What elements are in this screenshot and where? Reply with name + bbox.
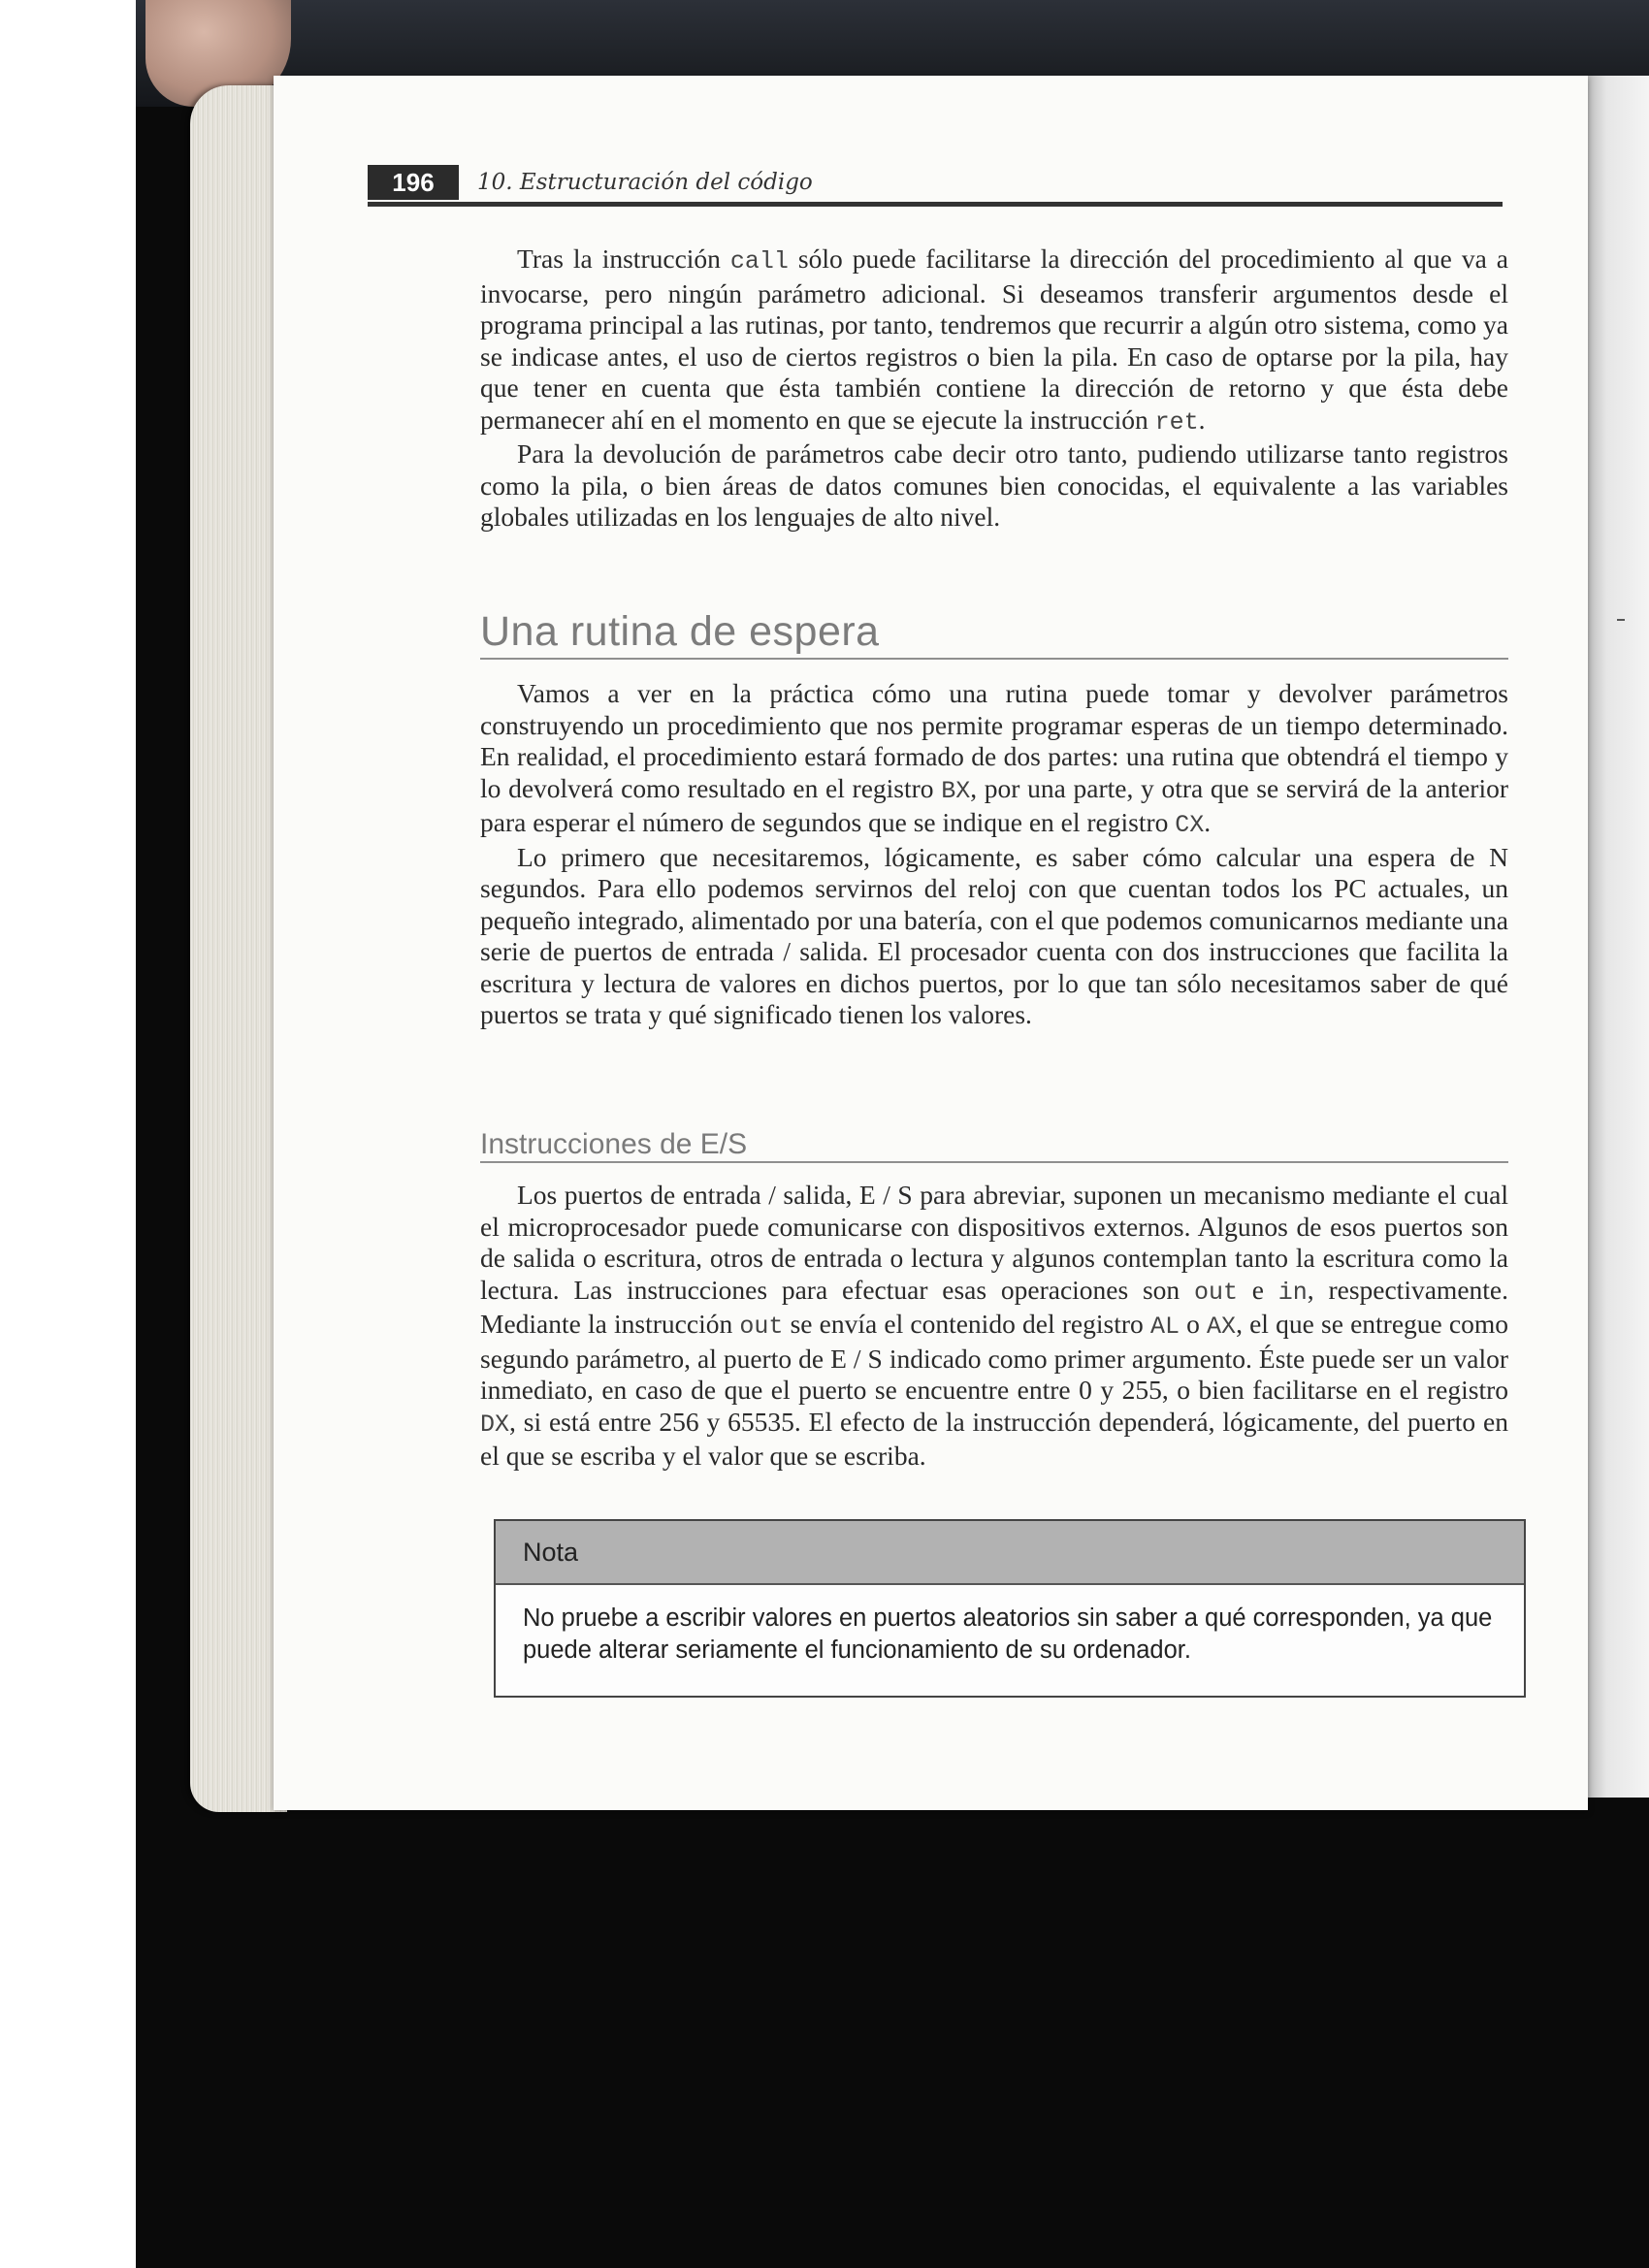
note-box xyxy=(494,1519,1526,1698)
text-run: sólo puede facilitarse la dirección del procedimiento al que va a invocarse, pero ningún parámetro adicional. Si deseamos transferir argumentos desde el programa principal a las rutinas, por tanto, tendremos que recurrir a algún otro sistema, como ya se indicase antes, el uso de ciertos registros o bien la pila. En caso de optarse por la pila, hay que tener en cuenta que ésta también contiene la dirección de retorno y que ésta debe permanecer ahí en el momento en que se ejecute la instrucción xyxy=(480,243,1508,435)
code-dx: DX xyxy=(480,1409,510,1439)
text-run: e xyxy=(1238,1274,1278,1305)
code-ax: AX xyxy=(1207,1312,1237,1341)
header-rule xyxy=(368,202,1503,207)
code-call: call xyxy=(729,247,789,275)
text-run: , el que se entregue como segundo parámetro, al puerto de E / S indicado como primer argumento. Éste puede ser un valor inmediato, en caso de que el puerto se encuentre entre 0 y 255, o bien facilitarse en el registro xyxy=(480,1309,1508,1405)
intro-text xyxy=(480,243,1508,534)
section-title: Una rutina de espera xyxy=(480,608,880,655)
code-cx: CX xyxy=(1175,811,1205,839)
text-run: o xyxy=(1179,1309,1208,1339)
text-run: , respectivamente. Mediante la instrucción xyxy=(480,1274,1508,1339)
running-head: 10. Estructuración del código xyxy=(477,170,813,195)
intro-paragraph-2: Para la devolución de parámetros cabe decir otro tanto, pudiendo utilizarse tanto registros como la pila, o bien áreas de datos comunes bien conocidas, el equivalente a las variables globales utilizadas en los lenguajes de alto nivel. xyxy=(480,438,1508,532)
code-al: AL xyxy=(1149,1312,1180,1341)
section-rule xyxy=(480,658,1508,660)
subsection-rule xyxy=(480,1161,1508,1163)
subsection-title: Instrucciones de E/S xyxy=(480,1128,748,1160)
code-in: in xyxy=(1277,1278,1308,1307)
book-page-edges xyxy=(190,85,287,1812)
section-paragraph-1 xyxy=(480,678,1508,842)
book-page xyxy=(274,76,1588,1810)
text-run: , por una parte, y otra que se servirá de la anterior para esperar el número de segundos que se indique en el registro xyxy=(480,772,1508,837)
section-text xyxy=(480,678,1508,1031)
page-number: 196 xyxy=(368,165,459,200)
intro-paragraph-1 xyxy=(480,243,1508,438)
text-run: Tras la instrucción xyxy=(517,243,730,274)
code-bx: BX xyxy=(941,776,971,805)
code-ret: ret xyxy=(1154,407,1199,437)
text-run: , si está entre 256 y 65535. El efecto de la instrucción dependerá, lógicamente, del puerto en el que se escriba y el valor que se escriba. xyxy=(480,1406,1508,1471)
text-run: . xyxy=(1204,807,1212,837)
note-body: No pruebe a escribir valores en puertos aleatorios sin saber a qué corresponden, ya que puede alterar seriamente el funcionamiento de su ordenador. xyxy=(523,1604,1493,1664)
text-run: . xyxy=(1198,404,1206,435)
facing-page-mark xyxy=(1617,619,1625,621)
subsection-paragraph-1 xyxy=(480,1180,1508,1473)
text-run: se envía el contenido del registro xyxy=(783,1309,1150,1339)
text-run: Vamos a ver en la práctica cómo una rutina puede tomar y devolver parámetros construyendo un procedimiento que nos permite programar esperas de un tiempo determinado. En realidad, el procedimiento estará formado de dos partes: una rutina que obtendrá el tiempo y lo devolverá como resultado en el registro xyxy=(480,678,1508,803)
code-out: out xyxy=(1193,1278,1238,1307)
note-title: Nota xyxy=(496,1521,1524,1585)
section-paragraph-2: Lo primero que necesitaremos, lógicamente, es saber cómo calcular una espera de N segundos. Para ello podemos servirnos del reloj con que cuentan todos los PC actuales, un pequeño integrado, alimentado por una batería, con el que podemos comunicarnos mediante una serie de puertos de entrada / salida. El procesador cuenta con dos instrucciones que facilita la escritura y lectura de valores en dichos puertos, por lo que tan sólo necesitamos saber de qué puertos se trata y qué significado tienen los valores. xyxy=(480,841,1508,1029)
text-run: Los puertos de entrada / salida, E / S para abreviar, suponen un mecanismo mediante el cual el microprocesador puede comunicarse con dispositivos externos. Algunos de esos puertos son de salida o escritura, otros de entrada o lectura y algunos contemplan tanto la escritura como la lectura. Las instrucciones para efectuar esas operaciones son xyxy=(480,1180,1508,1305)
facing-page-edge xyxy=(1588,76,1649,1798)
code-out-2: out xyxy=(739,1312,784,1341)
subsection-text xyxy=(480,1180,1508,1473)
